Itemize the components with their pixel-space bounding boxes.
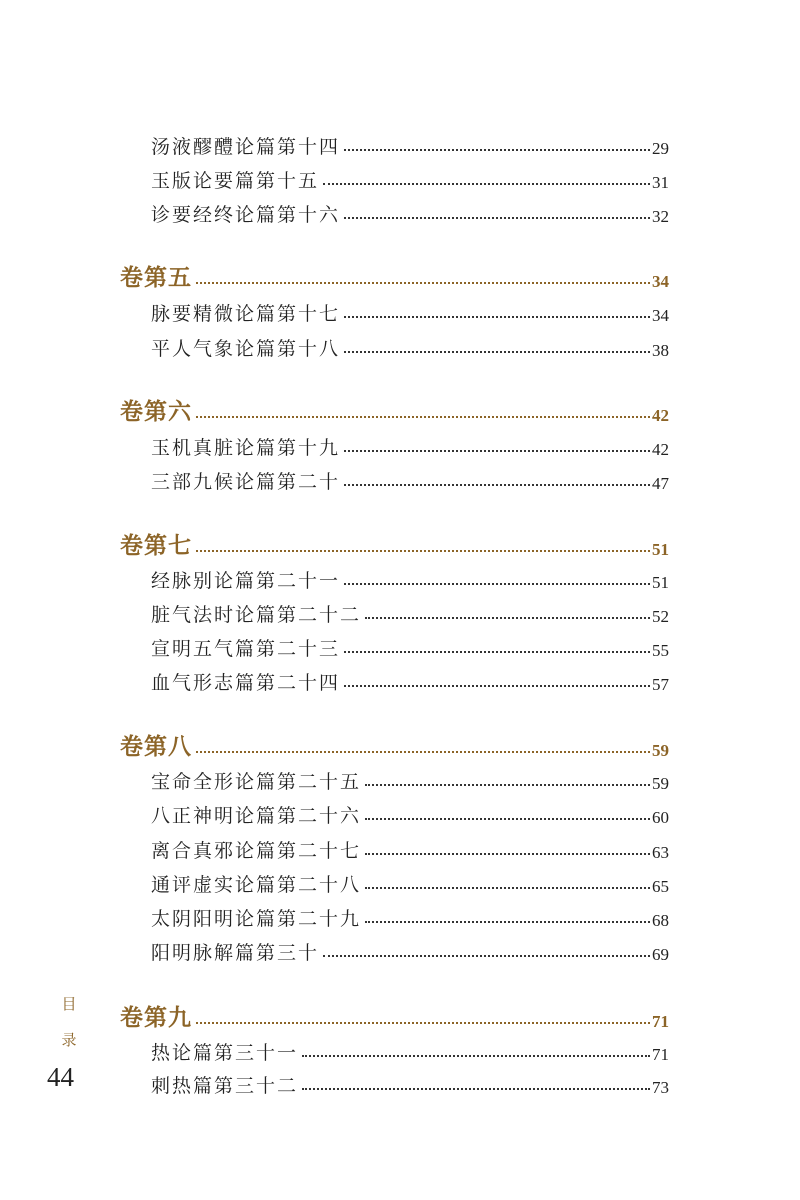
toc-entry-page: 29 — [652, 139, 669, 158]
toc-entry[interactable] — [151, 1037, 669, 1065]
dot-leader — [196, 282, 650, 284]
toc-entry-title: 汤液醪醴论篇第十四 — [151, 136, 341, 158]
toc-entry-title: 阳明脉解篇第三十 — [151, 942, 320, 964]
toc-entry-page: 38 — [652, 341, 669, 360]
dot-leader — [344, 316, 650, 318]
dot-leader — [344, 583, 650, 585]
toc-entry-title: 平人气象论篇第十八 — [151, 338, 341, 360]
toc-entry-page: 68 — [652, 911, 669, 930]
dot-leader — [302, 1055, 650, 1057]
dot-leader — [196, 751, 650, 753]
volume-heading[interactable] — [120, 733, 669, 761]
toc-entry-page: 52 — [652, 607, 669, 626]
dot-leader — [344, 149, 650, 151]
toc-entry[interactable] — [151, 869, 669, 897]
dot-leader — [344, 217, 650, 219]
dot-leader — [196, 416, 650, 418]
volume-heading[interactable] — [120, 1004, 669, 1032]
toc-entry-page: 47 — [652, 474, 669, 493]
toc-entry[interactable] — [151, 165, 669, 193]
dot-leader — [302, 1088, 650, 1090]
toc-entry[interactable] — [151, 835, 669, 863]
dot-leader — [365, 853, 650, 855]
dot-leader — [196, 550, 650, 552]
dot-leader — [344, 351, 650, 353]
toc-entry-title: 宝命全形论篇第二十五 — [151, 771, 362, 793]
toc-entry[interactable] — [151, 298, 669, 326]
volume-page: 42 — [652, 406, 669, 425]
toc-entry-page: 60 — [652, 808, 669, 827]
toc-entry-page: 57 — [652, 675, 669, 694]
toc-entry[interactable] — [151, 1070, 669, 1098]
section-label-char-lu: 录 — [61, 1031, 77, 1049]
toc-entry[interactable] — [151, 199, 669, 227]
toc-entry-title: 脉要精微论篇第十七 — [151, 303, 341, 325]
toc-entry-title: 太阴阳明论篇第二十九 — [151, 908, 362, 930]
volume-heading[interactable] — [120, 264, 669, 292]
dot-leader — [344, 685, 650, 687]
toc-entry-page: 59 — [652, 774, 669, 793]
volume-page: 71 — [652, 1012, 669, 1031]
toc-entry-page: 69 — [652, 945, 669, 964]
volume-page: 59 — [652, 741, 669, 760]
toc-entry-title: 热论篇第三十一 — [151, 1042, 299, 1064]
toc-entry-title: 血气形志篇第二十四 — [151, 672, 341, 694]
toc-entry-page: 34 — [652, 306, 669, 325]
toc-entry-title: 通评虚实论篇第二十八 — [151, 874, 362, 896]
volume-title: 卷第八 — [120, 733, 192, 760]
dot-leader — [365, 921, 650, 923]
toc-entry-page: 42 — [652, 440, 669, 459]
toc-entry-title: 八正神明论篇第二十六 — [151, 805, 362, 827]
volume-heading[interactable] — [120, 532, 669, 560]
toc-entry-page: 55 — [652, 641, 669, 660]
toc-entry-page: 71 — [652, 1045, 669, 1064]
toc-entry-title: 经脉别论篇第二十一 — [151, 570, 341, 592]
toc-entry-title: 三部九候论篇第二十 — [151, 471, 341, 493]
toc-entry[interactable] — [151, 766, 669, 794]
dot-leader — [196, 1022, 650, 1024]
volume-heading[interactable] — [120, 398, 669, 426]
volume-title: 卷第九 — [120, 1004, 192, 1031]
toc-entry-title: 刺热篇第三十二 — [151, 1075, 299, 1097]
volume-title: 卷第七 — [120, 532, 192, 559]
toc-entry[interactable] — [151, 800, 669, 828]
volume-title: 卷第五 — [120, 264, 192, 291]
toc-entry[interactable] — [151, 131, 669, 159]
volume-title: 卷第六 — [120, 398, 192, 425]
dot-leader — [323, 955, 650, 957]
dot-leader — [323, 183, 650, 185]
toc-entry-title: 离合真邪论篇第二十七 — [151, 840, 362, 862]
toc-entry[interactable] — [151, 667, 669, 695]
page-number: 44 — [47, 1062, 74, 1092]
toc-entry-title: 脏气法时论篇第二十二 — [151, 604, 362, 626]
volume-page: 51 — [652, 540, 669, 559]
toc-entry-page: 65 — [652, 877, 669, 896]
dot-leader — [365, 784, 650, 786]
dot-leader — [344, 450, 650, 452]
toc-entry[interactable] — [151, 466, 669, 494]
toc-entry[interactable] — [151, 432, 669, 460]
dot-leader — [365, 818, 650, 820]
dot-leader — [365, 617, 650, 619]
toc-entry[interactable] — [151, 333, 669, 361]
dot-leader — [344, 484, 650, 486]
toc-entry-title: 诊要经终论篇第十六 — [151, 204, 341, 226]
toc-entry-title: 玉版论要篇第十五 — [151, 170, 320, 192]
toc-entry[interactable] — [151, 937, 669, 965]
toc-entry[interactable] — [151, 633, 669, 661]
section-label-char-mu: 目 — [61, 995, 77, 1013]
volume-page: 34 — [652, 272, 669, 291]
toc-entry-page: 32 — [652, 207, 669, 226]
dot-leader — [365, 887, 650, 889]
toc-entry-page: 31 — [652, 173, 669, 192]
dot-leader — [344, 651, 650, 653]
toc-entry-page: 63 — [652, 843, 669, 862]
toc-entry-title: 宣明五气篇第二十三 — [151, 638, 341, 660]
toc-entry-page: 51 — [652, 573, 669, 592]
toc-entry[interactable] — [151, 565, 669, 593]
toc-entry[interactable] — [151, 903, 669, 931]
toc-entry[interactable] — [151, 599, 669, 627]
toc-entry-page: 73 — [652, 1078, 669, 1097]
toc-entry-title: 玉机真脏论篇第十九 — [151, 437, 341, 459]
